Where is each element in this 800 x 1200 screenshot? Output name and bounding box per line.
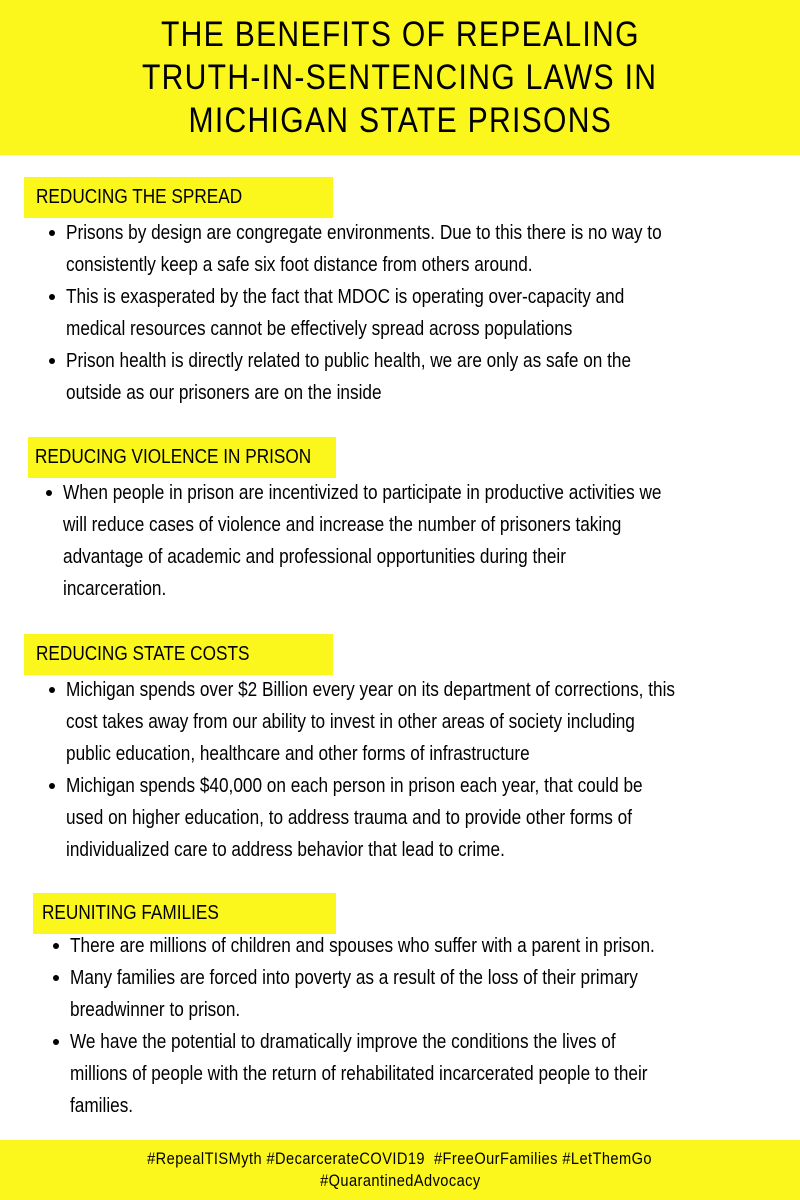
list-item-text: Michigan spends over $2 Billion every year on its department of corrections, this cost takes away from our ability to invest in other areas of society including public education, healthcare and other forms of infrastructure xyxy=(66,679,675,765)
list-item-text: This is exasperated by the fact that MDOC is operating over-capacity and medical resources cannot be effectively spread across populations xyxy=(66,286,625,340)
list-item xyxy=(66,281,800,345)
list-item xyxy=(66,345,800,409)
list-item-text: Michigan spends $40,000 on each person in prison each year, that could be used on higher education, to address trauma and to provide other forms of individualized care to address behavior that lead to crime. xyxy=(66,775,643,861)
hashtag-line-1: #RepealTISMyth #DecarcerateCOVID19 #FreeOurFamilies #LetThemGo xyxy=(147,1149,653,1168)
list-item-text: Many families are forced into poverty as a result of the loss of their primary breadwinner to prison. xyxy=(70,967,638,1021)
title-banner xyxy=(0,0,800,155)
bullet-icon xyxy=(53,1039,59,1045)
list-item xyxy=(66,674,800,770)
section-heading-reducing-costs xyxy=(24,634,333,675)
section-heading-label: REDUCING THE SPREAD xyxy=(36,186,243,208)
list-item xyxy=(70,962,800,1026)
list-item-text: Prisons by design are congregate environments. Due to this there is no way to consistently keep a safe six foot distance from others around. xyxy=(66,222,662,276)
bullet-icon xyxy=(49,783,55,789)
list-item-text: There are millions of children and spouses who suffer with a parent in prison. xyxy=(70,935,655,957)
section-heading-label: REUNITING FAMILIES xyxy=(42,902,219,924)
list-item-text: Prison health is directly related to public health, we are only as safe on the outside as our prisoners are on the inside xyxy=(66,350,632,404)
bullet-list-reducing-spread xyxy=(66,217,800,409)
list-item xyxy=(70,1026,800,1122)
section-heading-reducing-spread xyxy=(24,177,333,218)
bullet-icon xyxy=(49,687,55,693)
bullet-list-reducing-costs xyxy=(66,674,800,866)
bullet-icon xyxy=(46,490,52,496)
hashtag-footer xyxy=(0,1140,800,1200)
page-title-line-1: THE BENEFITS OF REPEALING xyxy=(160,15,640,54)
bullet-icon xyxy=(53,975,59,981)
list-item xyxy=(70,930,800,962)
list-item xyxy=(66,217,800,281)
bullet-icon xyxy=(49,358,55,364)
section-heading-reducing-violence xyxy=(28,437,336,478)
list-item-text: We have the potential to dramatically improve the conditions the lives of millions of people with the return of rehabilitated incarcerated people to their families. xyxy=(70,1031,648,1117)
list-item-text: When people in prison are incentivized to participate in productive activities we will reduce cases of violence and increase the number of prisoners taking advantage of academic and professional opportunities during their incarceration. xyxy=(63,482,662,600)
bullet-list-reuniting-families xyxy=(70,930,800,1122)
bullet-list-reducing-violence xyxy=(63,477,800,605)
section-heading-label: REDUCING VIOLENCE IN PRISON xyxy=(35,446,312,468)
list-item xyxy=(63,477,800,605)
list-item xyxy=(66,770,800,866)
bullet-icon xyxy=(53,943,59,949)
hashtag-line-2: #QuarantinedAdvocacy xyxy=(319,1171,481,1190)
bullet-icon xyxy=(49,294,55,300)
bullet-icon xyxy=(49,230,55,236)
page-title-line-2: TRUTH-IN-SENTENCING LAWS IN xyxy=(142,58,658,97)
section-heading-label: REDUCING STATE COSTS xyxy=(36,643,250,665)
page-title-line-3: MICHIGAN STATE PRISONS xyxy=(188,101,612,140)
section-heading-reuniting-families xyxy=(33,893,336,934)
